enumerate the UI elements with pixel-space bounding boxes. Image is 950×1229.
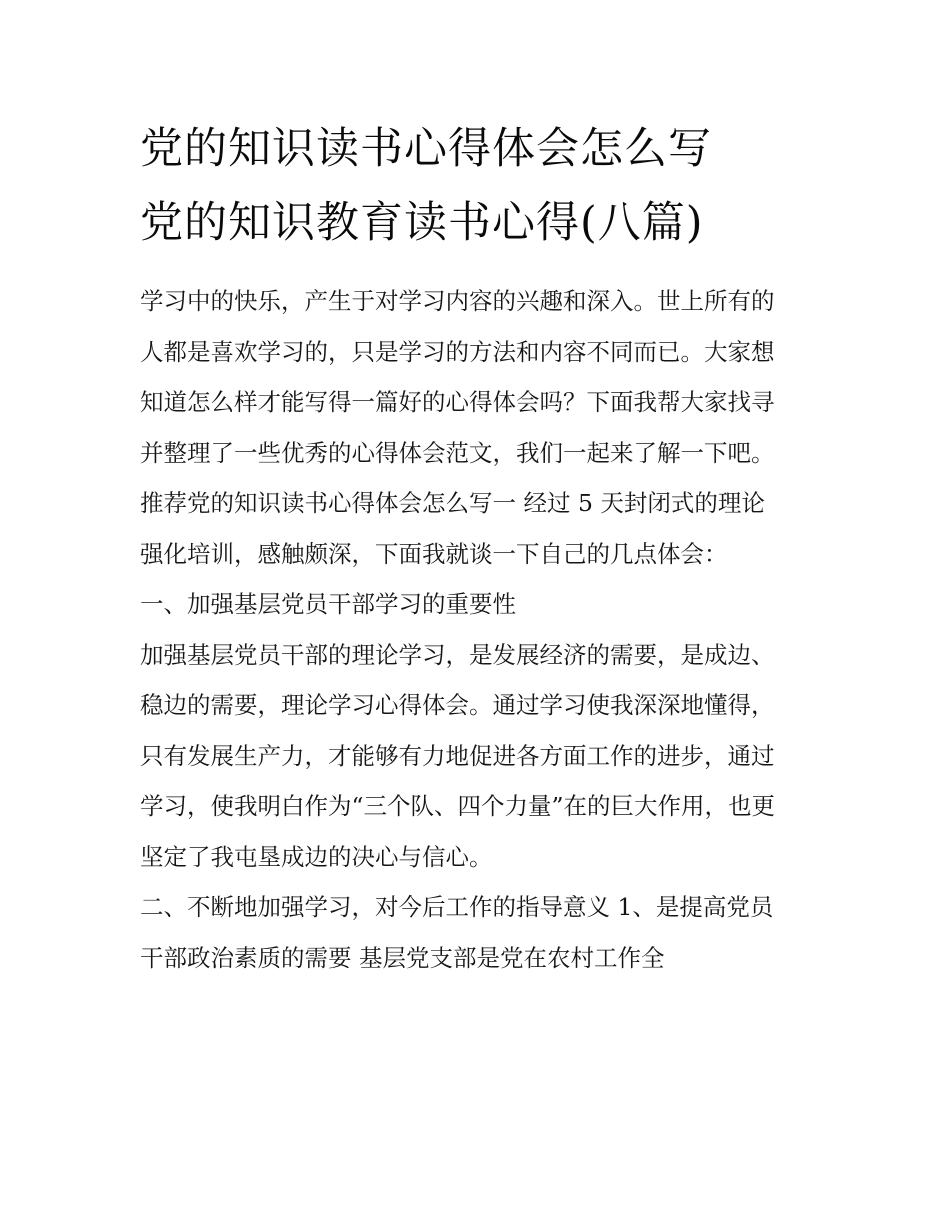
body-line-1: 学习中的快乐，产生于对学习内容的兴趣和深入。世上所有的 <box>140 287 775 315</box>
body-line-6: 强化培训，感触颇深，下面我就谈一下自己的几点体会： <box>140 539 728 568</box>
section-heading-1: 一、加强基层党员干部学习的重要性 <box>140 590 516 618</box>
body-line-4: 并整理了一些优秀的心得体会范文，我们一起来了解一下吧。 <box>140 438 775 467</box>
title-line-1: 党的知识读书心得体会怎么写 <box>140 124 712 174</box>
document-body <box>140 280 820 987</box>
body-line-8: 加强基层党员干部的理论学习，是发展经济的需要，是成边、 <box>140 640 775 669</box>
title-line-2: 党的知识教育读书心得(八篇) <box>140 198 704 248</box>
body-line-11: 学习，使我明白作为“三个队、四个力量”在的巨大作用，也更 <box>140 792 776 820</box>
body-line-9: 稳边的需要，理论学习心得体会。通过学习使我深深地懂得， <box>140 691 775 719</box>
document-title <box>140 112 820 260</box>
body-line-3: 知道怎么样才能写得一篇好的心得体会吗？下面我帮大家找寻 <box>140 388 775 416</box>
body-line-12: 坚定了我屯垦成边的决心与信心。 <box>140 842 493 871</box>
body-line-5: 推荐党的知识读书心得体会怎么写一 经过 5 天封闭式的理论 <box>140 489 765 517</box>
body-line-10: 只有发展生产力，才能够有力地促进各方面工作的进步，通过 <box>140 741 775 770</box>
body-line-2: 人都是喜欢学习的，只是学习的方法和内容不同而已。大家想 <box>140 337 775 366</box>
body-line-14: 干部政治素质的需要 基层党支部是党在农村工作全 <box>140 943 665 972</box>
section-heading-2: 二、不断地加强学习，对今后工作的指导意义 1、是提高党员 <box>140 893 774 921</box>
